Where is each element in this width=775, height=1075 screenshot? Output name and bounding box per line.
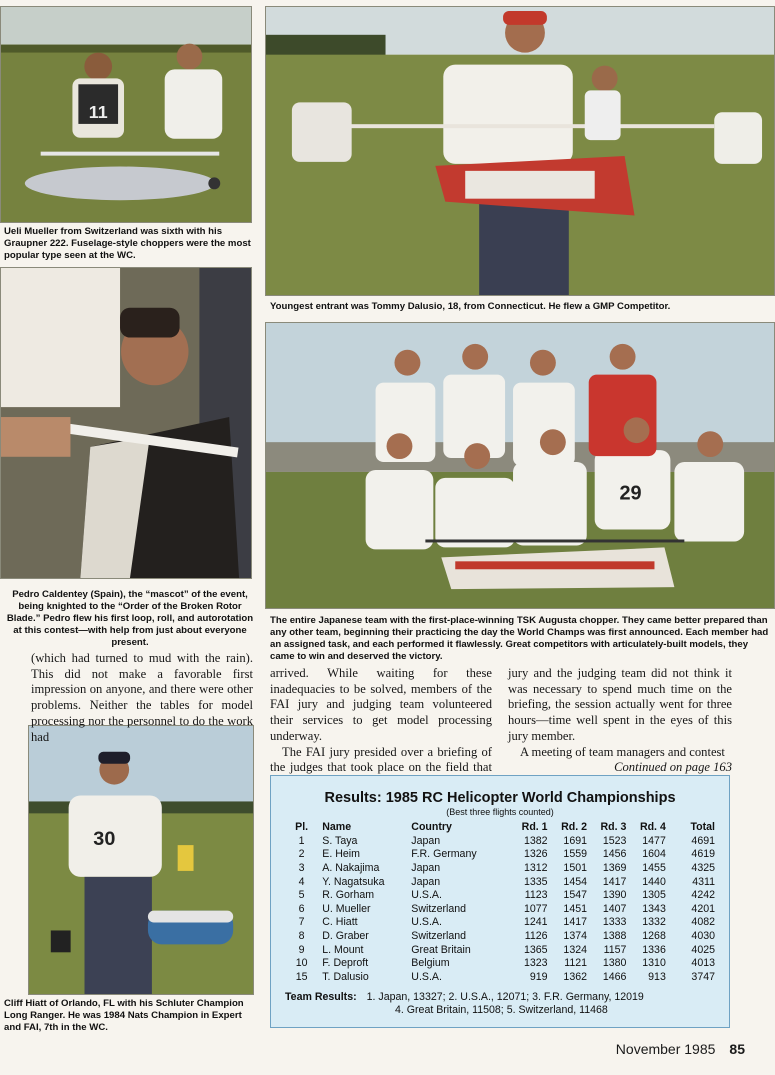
table-cell: D. Graber bbox=[322, 929, 369, 942]
table-cell: 4325 bbox=[691, 861, 715, 874]
results-title: Results: 1985 RC Helicopter World Championships bbox=[324, 790, 676, 806]
table-cell: 1455 bbox=[642, 861, 666, 874]
table-cell: 919 bbox=[529, 970, 548, 983]
table-cell: 1126 bbox=[524, 929, 548, 942]
table-row bbox=[285, 902, 715, 916]
table-cell: Great Britain bbox=[411, 943, 471, 956]
bib-number-11: 11 bbox=[88, 101, 108, 122]
results-header-row bbox=[285, 820, 715, 834]
table-cell: 1523 bbox=[602, 834, 627, 847]
table-cell: 1388 bbox=[602, 929, 627, 942]
table-cell: 15 bbox=[295, 970, 308, 983]
table-cell: S. Taya bbox=[322, 834, 358, 847]
table-cell: 1077 bbox=[524, 902, 548, 915]
table-cell: Belgium bbox=[411, 957, 450, 970]
col-header: Total bbox=[690, 821, 715, 833]
caption-pedro-caldentey: Pedro Caldentey (Spain), the “mascot” of the event, being knighted to the “Order of the Broken Rotor Blade.” Pedro flew his first loop, roll, and autorotation at this contest—with help from just about everyone present. bbox=[6, 589, 254, 648]
table-cell: A. Nakajima bbox=[322, 861, 380, 874]
table-cell: 1380 bbox=[602, 957, 627, 970]
table-cell: Y. Nagatsuka bbox=[322, 875, 385, 888]
results-box bbox=[270, 775, 730, 1028]
body-paragraph: The FAI jury presided over a briefing of the judges that took place on the field that bbox=[270, 744, 492, 775]
table-cell: F.R. Germany bbox=[411, 848, 477, 861]
table-cell: Switzerland bbox=[411, 902, 467, 915]
table-cell: 1691 bbox=[563, 834, 587, 847]
table-cell: F. Deproft bbox=[322, 957, 369, 970]
col-header: Rd. 3 bbox=[600, 821, 627, 833]
body-column-3 bbox=[508, 666, 732, 776]
table-cell: 1312 bbox=[524, 861, 548, 874]
photo-pedro-caldentey bbox=[0, 267, 252, 579]
table-cell: 1241 bbox=[524, 916, 548, 929]
col-header: Name bbox=[322, 821, 352, 833]
table-cell: 1362 bbox=[563, 970, 587, 983]
team-results-line: 1. Japan, 13327; 2. U.S.A., 12071; 3. F.R. Germany, 12019 bbox=[366, 991, 644, 1003]
page-footer bbox=[616, 1041, 745, 1057]
table-row bbox=[285, 916, 715, 930]
table-cell: 1417 bbox=[563, 916, 587, 929]
table-cell: 1477 bbox=[642, 834, 666, 847]
table-row bbox=[285, 943, 715, 957]
table-cell: C. Hiatt bbox=[322, 916, 358, 929]
body-column-1 bbox=[31, 651, 253, 745]
table-cell: T. Dalusio bbox=[322, 970, 369, 983]
table-cell: 7 bbox=[298, 916, 305, 929]
caption-cliff-hiatt: Cliff Hiatt of Orlando, FL with his Schluter Champion Long Ranger. He was 1984 Nats Champion in Expert and FAI, 7th in the WC. bbox=[4, 998, 244, 1033]
col-header: Rd. 2 bbox=[561, 821, 587, 833]
table-cell: U. Mueller bbox=[322, 902, 371, 915]
bib-number-29: 29 bbox=[619, 482, 642, 505]
table-cell: U.S.A. bbox=[411, 889, 442, 902]
body-column-2 bbox=[270, 666, 492, 792]
table-cell: 4619 bbox=[691, 848, 715, 861]
table-cell: 1343 bbox=[642, 902, 666, 915]
table-cell: 1407 bbox=[602, 902, 627, 915]
table-cell: 1324 bbox=[563, 943, 587, 956]
table-row bbox=[285, 970, 715, 984]
table-cell: 1157 bbox=[603, 943, 627, 956]
table-cell: 10 bbox=[295, 957, 308, 970]
table-cell: 1326 bbox=[524, 848, 548, 861]
caption-ueli-mueller: Ueli Mueller from Switzerland was sixth with his Graupner 222. Fuselage-style choppers were the most popular type seen at the WC. bbox=[4, 226, 251, 261]
team-results-label: Team Results: bbox=[285, 991, 357, 1003]
body-paragraph: arrived. While waiting for these inadequacies to be solved, members of the FAI jury and judging team volunteered their services to get model processing underway. bbox=[270, 666, 492, 743]
table-cell: 1440 bbox=[642, 875, 666, 888]
table-row bbox=[285, 834, 715, 848]
table-cell: U.S.A. bbox=[411, 970, 442, 983]
table-cell: 1323 bbox=[524, 957, 548, 970]
table-row bbox=[285, 888, 715, 902]
col-header: Rd. 4 bbox=[639, 821, 666, 833]
table-cell: 6 bbox=[298, 902, 305, 915]
table-cell: 3747 bbox=[691, 970, 715, 983]
photo-tommy-dalusio bbox=[265, 6, 775, 296]
table-cell: 5 bbox=[298, 889, 305, 902]
table-cell: 1 bbox=[298, 834, 305, 847]
bib-number-30: 30 bbox=[93, 828, 116, 851]
body-paragraph: (which had turned to mud with the rain). This did not make a favorable first impression on anyone, and there were other problems. Neither the tables for model processing nor the personnel to do the work had bbox=[31, 651, 253, 744]
table-cell: 1466 bbox=[602, 970, 627, 983]
table-cell: Japan bbox=[411, 875, 441, 888]
page-number: 85 bbox=[729, 1041, 745, 1057]
table-cell: 1305 bbox=[642, 889, 666, 902]
table-row bbox=[285, 848, 715, 862]
table-cell: 4201 bbox=[691, 902, 715, 915]
table-cell: 9 bbox=[298, 943, 305, 956]
table-cell: Japan bbox=[411, 834, 441, 847]
photo-cliff-hiatt bbox=[28, 725, 254, 995]
table-cell: 3 bbox=[298, 861, 305, 874]
team-results-line: 4. Great Britain, 11508; 5. Switzerland, 11468 bbox=[395, 1004, 608, 1016]
issue-date: November 1985 bbox=[615, 1041, 716, 1057]
table-cell: R. Gorham bbox=[322, 889, 375, 902]
continued-note: Continued on page 163 bbox=[614, 760, 732, 775]
table-cell: 1604 bbox=[642, 848, 666, 861]
table-cell: Switzerland bbox=[411, 929, 467, 942]
table-cell: Japan bbox=[411, 861, 441, 874]
table-cell: U.S.A. bbox=[411, 916, 442, 929]
col-header: Country bbox=[411, 821, 452, 833]
table-cell: 4025 bbox=[691, 943, 715, 956]
table-cell: 4242 bbox=[691, 889, 715, 902]
table-cell: 1123 bbox=[524, 889, 548, 902]
table-cell: 4030 bbox=[691, 929, 715, 942]
table-cell: 1501 bbox=[563, 861, 587, 874]
table-row bbox=[285, 956, 715, 970]
results-table bbox=[285, 820, 715, 984]
col-header: Rd. 1 bbox=[521, 821, 548, 833]
table-cell: 1332 bbox=[642, 916, 666, 929]
caption-tommy-dalusio: Youngest entrant was Tommy Dalusio, 18, from Connecticut. He flew a GMP Competitor. bbox=[270, 301, 671, 312]
table-row bbox=[285, 929, 715, 943]
table-cell: 1451 bbox=[563, 902, 587, 915]
table-cell: 1268 bbox=[642, 929, 666, 942]
table-cell: 4013 bbox=[691, 957, 715, 970]
table-cell: 8 bbox=[298, 929, 305, 942]
table-cell: 4311 bbox=[692, 875, 715, 888]
table-cell: 1374 bbox=[563, 929, 587, 942]
table-cell: 1390 bbox=[602, 889, 627, 902]
body-paragraph: A meeting of team managers and contest bbox=[520, 744, 725, 759]
table-cell: 1365 bbox=[524, 943, 548, 956]
table-cell: 1369 bbox=[602, 861, 627, 874]
table-cell: 1335 bbox=[524, 875, 548, 888]
table-cell: 1559 bbox=[563, 848, 587, 861]
results-subtitle: (Best three flights counted) bbox=[446, 807, 554, 817]
table-cell: 2 bbox=[298, 848, 305, 861]
caption-japanese-team: The entire Japanese team with the first-place-winning TSK Augusta chopper. They came better prepared than any other team, beginning their practicing the day the World Champs was first announced. Each member had an assigned task, and each performed it flawlessly. Great competitors with articulately-built models, they came to win and deserved the victory. bbox=[270, 615, 769, 662]
body-paragraph: jury and the judging team did not think it was necessary to spend much time on the briefing, the session actually went for three hours—time well spent in the eyes of this jury member. bbox=[508, 666, 732, 743]
table-cell: 1456 bbox=[602, 848, 627, 861]
table-cell: 1310 bbox=[642, 957, 666, 970]
table-row bbox=[285, 875, 715, 889]
table-cell: L. Mount bbox=[322, 943, 364, 956]
col-header: Pl. bbox=[295, 821, 309, 833]
table-cell: 1417 bbox=[602, 875, 627, 888]
photo-japanese-team bbox=[265, 322, 775, 609]
photo-ueli-mueller bbox=[0, 6, 252, 223]
table-cell: 1454 bbox=[563, 875, 587, 888]
table-cell: 1121 bbox=[564, 957, 587, 970]
table-cell: 4 bbox=[298, 875, 305, 888]
table-row bbox=[285, 861, 715, 875]
table-cell: E. Heim bbox=[322, 848, 360, 861]
table-cell: 1547 bbox=[563, 889, 587, 902]
table-cell: 4691 bbox=[691, 834, 715, 847]
table-cell: 1336 bbox=[642, 943, 666, 956]
table-cell: 913 bbox=[648, 970, 666, 983]
team-results bbox=[285, 991, 725, 1017]
table-cell: 1333 bbox=[602, 916, 627, 929]
table-cell: 4082 bbox=[691, 916, 715, 929]
table-cell: 1382 bbox=[524, 834, 548, 847]
